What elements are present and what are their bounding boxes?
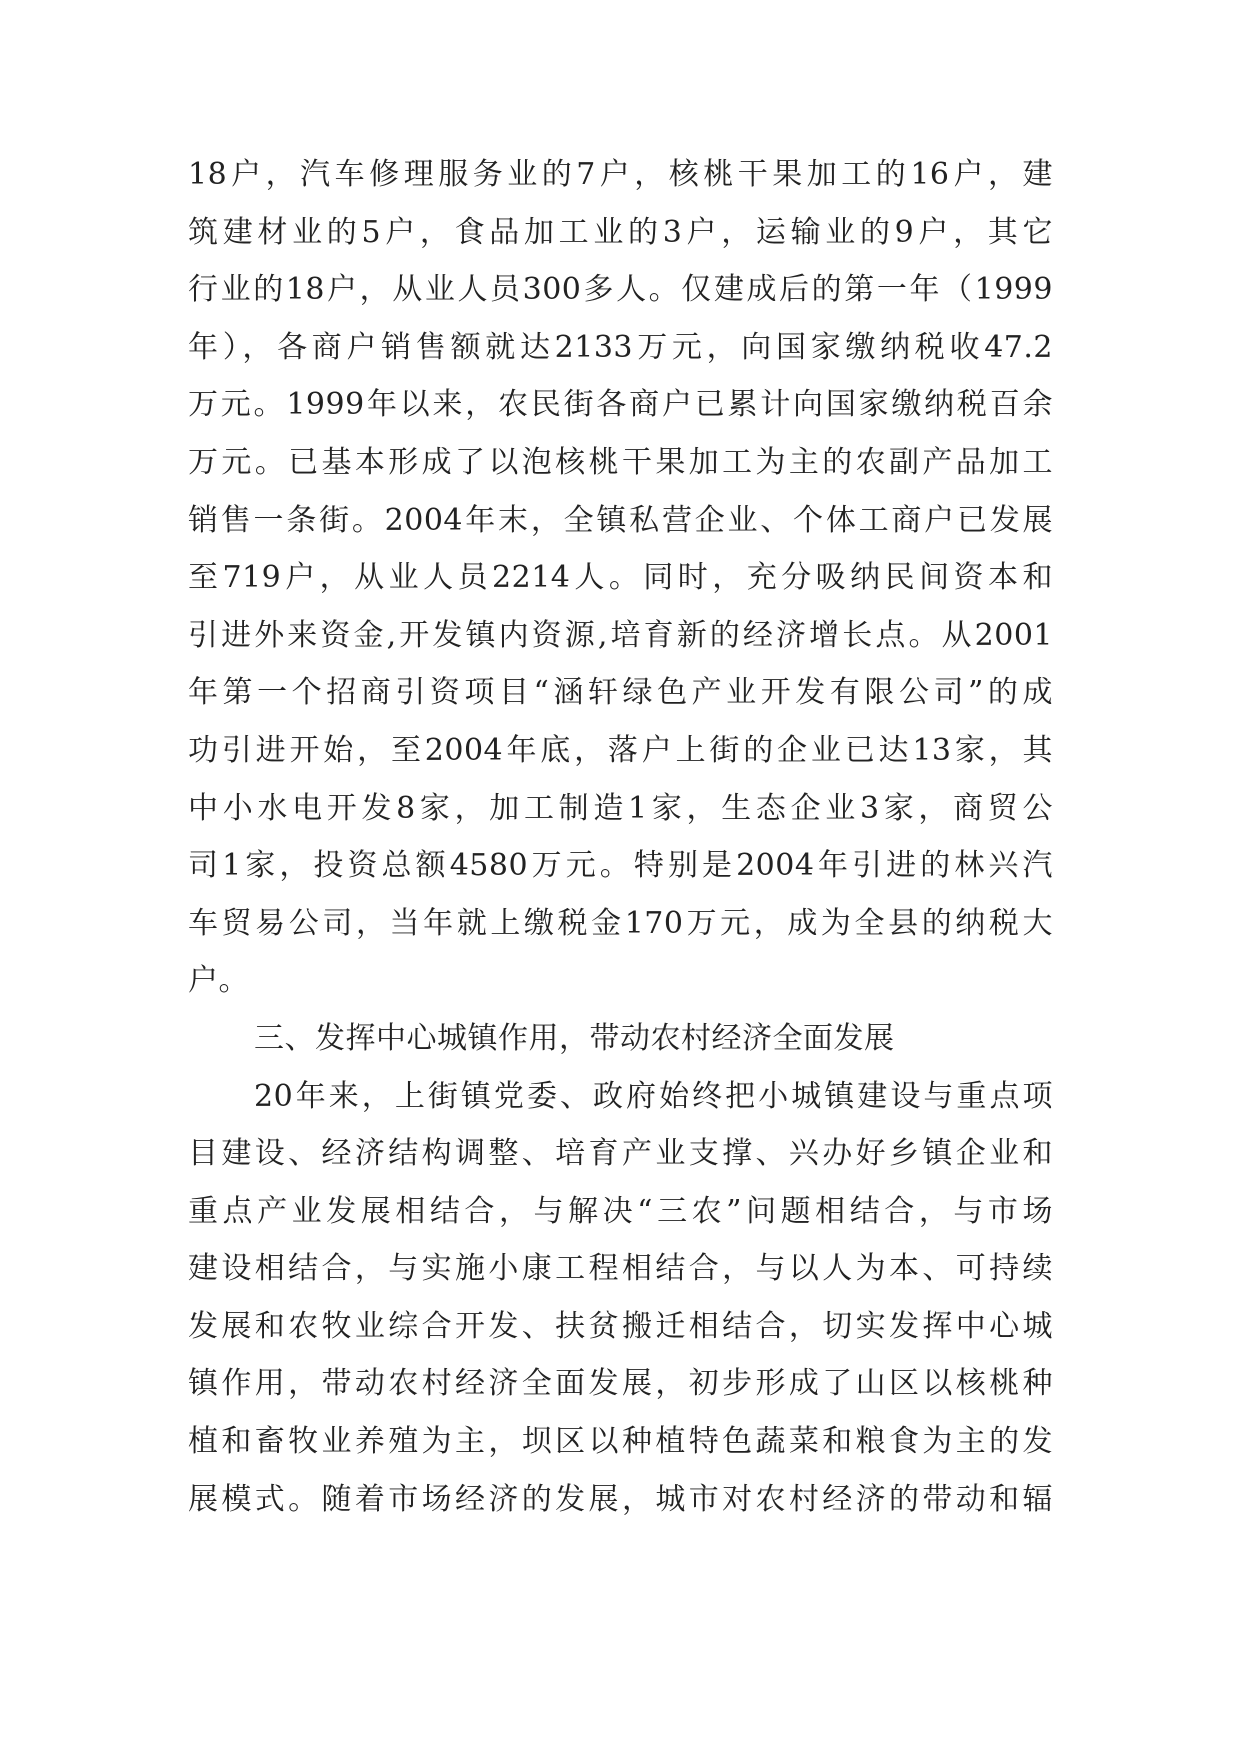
text-line: 发展和农牧业综合开发、扶贫搬迁相结合，切实发挥中心城 [188,1308,1053,1344]
text-line: 万元。1999年以来，农民街各商户已累计向国家缴纳税百余 [188,387,1053,423]
text-line: 植和畜牧业养殖为主，坝区以种植特色蔬菜和粮食为主的发 [188,1424,1053,1460]
text-line: 镇作用，带动农村经济全面发展，初步形成了山区以核桃种 [188,1366,1053,1402]
text-line: 行业的18户，从业人员300多人。仅建成后的第一年（1999 [188,272,1053,308]
text-line: 功引进开始，至2004年底，落户上街的企业已达13家，其 [188,732,1053,768]
section-heading: 三、发挥中心城镇作用，带动农村经济全面发展 [254,1020,895,1056]
text-line: 筑建材业的5户，食品加工业的3户，运输业的9户，其它 [188,214,1053,250]
text-line: 户。 [188,963,249,999]
text-line: 年第一个招商引资项目“涵轩绿色产业开发有限公司”的成 [188,675,1053,711]
paragraph [188,1078,1053,1539]
text-line: 司1家，投资总额4580万元。特别是2004年引进的林兴汽 [188,848,1053,884]
text-line: 20年来，上街镇党委、政府始终把小城镇建设与重点项 [254,1078,1053,1114]
text-line: 展模式。随着市场经济的发展，城市对农村经济的带动和辐 [188,1481,1053,1517]
text-line: 销售一条街。2004年末，全镇私营企业、个体工商户已发展 [188,502,1053,538]
text-line: 重点产业发展相结合，与解决“三农”问题相结合，与市场 [188,1193,1053,1229]
text-line: 至719户，从业人员2214人。同时，充分吸纳民间资本和 [188,560,1053,596]
text-line: 车贸易公司，当年就上缴税金170万元，成为全县的纳税大 [188,905,1053,941]
document-body [188,156,1053,1538]
text-line: 目建设、经济结构调整、培育产业支撑、兴办好乡镇企业和 [188,1136,1053,1172]
text-line: 万元。已基本形成了以泡核桃干果加工为主的农副产品加工 [188,444,1053,480]
text-line: 引进外来资金,开发镇内资源,培育新的经济增长点。从2001 [188,617,1053,653]
text-line: 中小水电开发8家，加工制造1家，生态企业3家，商贸公 [188,790,1053,826]
text-line: 年），各商户销售额就达2133万元，向国家缴纳税收47.2 [188,329,1053,365]
text-line: 18户，汽车修理服务业的7户，核桃干果加工的16户，建 [188,157,1053,192]
text-line: 建设相结合，与实施小康工程相结合，与以人为本、可持续 [188,1251,1053,1287]
paragraph [188,156,1053,1020]
